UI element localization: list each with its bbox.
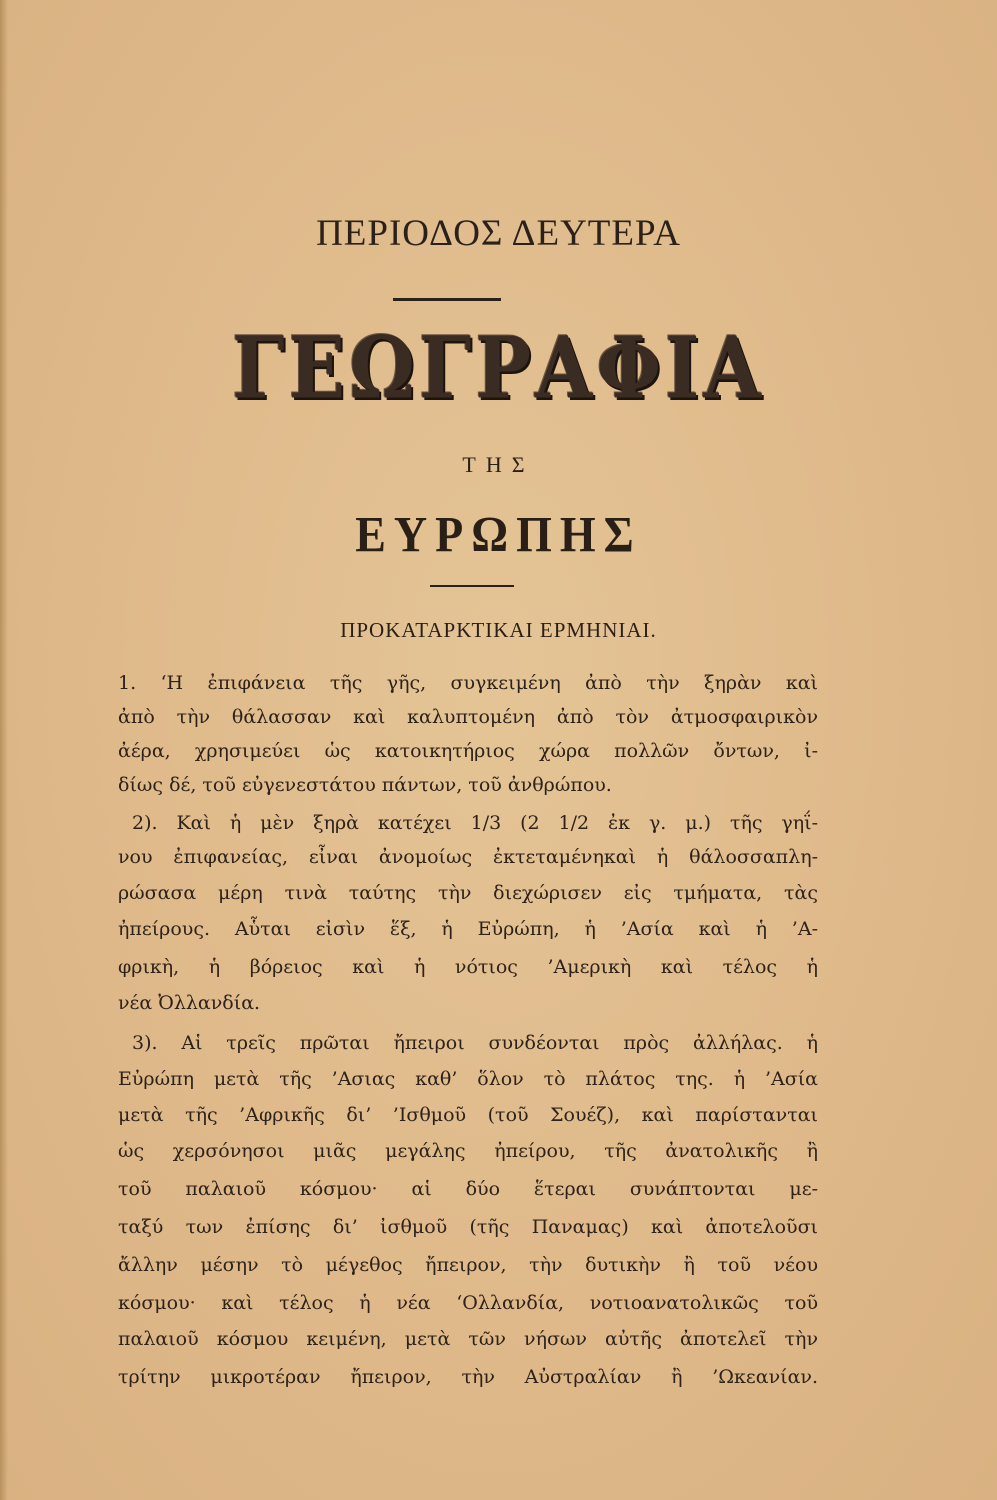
heading-divider bbox=[430, 585, 514, 587]
text-line: 2). Καὶ ἡ μὲν ξηρὰ κατέχει 1/3 (2 1/2 ἐκ γ. μ.) τῆς γηΐ- bbox=[132, 812, 818, 834]
text-line: 3). Αἱ τρεῖς πρῶται ἤπειροι συνδέονται πρὸς ἀλλήλας. ἡ bbox=[132, 1032, 818, 1054]
text-line: παλαιοῦ κόσμου κειμένη, μετὰ τῶν νήσων αὐτῆς ἀποτελεῖ τὴν bbox=[118, 1328, 818, 1350]
period-title: ΠΕΡΙΟΔΟΣ ΔΕΥΤΕΡΑ bbox=[316, 213, 681, 254]
text-line: νέα Ὀλλανδία. bbox=[118, 992, 261, 1014]
text-line: 1. ‘Η ἐπιφάνεια τῆς γῆς, συγκειμένη ἀπὸ τὴν ξηρὰν καὶ bbox=[118, 672, 818, 694]
text-line: δίως δέ, τοῦ εὐγενεστάτου πάντων, τοῦ ἀνθρώπου. bbox=[118, 774, 612, 796]
title-divider bbox=[393, 298, 501, 301]
text-line: τοῦ παλαιοῦ κόσμου· αἱ δύο ἕτεραι συνάπτονται με- bbox=[118, 1178, 818, 1200]
section-heading: ΠΡΟΚΑΤΑΡΚΤΙΚΑΙ ΕΡΜΗΝΙΑΙ. bbox=[340, 618, 657, 642]
text-line: Εὐρώπη μετὰ τῆς ’Ασιας καθ’ ὅλον τὸ πλάτος της. ἡ ’Ασία bbox=[118, 1068, 818, 1090]
text-line: νου ἐπιφανείας, εἶναι ἀνομοίως ἐκτεταμένηκαὶ ἡ θάλοσσαπλη- bbox=[118, 846, 818, 868]
text-line: ὡς χερσόνησοι μιᾶς μεγάλης ἠπείρου, τῆς ἀνατολικῆς ἢ bbox=[118, 1140, 818, 1162]
text-line: ἠπείρους. Αὗται εἰσὶν ἕξ, ἡ Εὐρώπη, ἡ ’Ασία καὶ ἡ ’Α- bbox=[118, 918, 818, 940]
region-title: ΕΥΡΩΠΗΣ bbox=[355, 506, 642, 563]
main-title: ΓΕΩΓΡΑΦΙΑ bbox=[232, 319, 765, 419]
text-line: ταξύ των ἐπίσης δι’ ἰσθμοῦ (τῆς Παναμας) καὶ ἀποτελοῦσι bbox=[118, 1216, 818, 1238]
text-line: ἄλλην μέσην τὸ μέγεθος ἤπειρον, τὴν δυτικὴν ἢ τοῦ νέου bbox=[118, 1254, 818, 1276]
text-line: τρίτην μικροτέραν ἤπειρον, τὴν Αὐστραλίαν ἢ ’Ωκεανίαν. bbox=[118, 1366, 818, 1388]
subtitle-article: ΤΗΣ bbox=[462, 452, 535, 477]
text-line: ἀπὸ τὴν θάλασσαν καὶ καλυπτομένη ἀπὸ τὸν ἀτμοσφαιρικὸν bbox=[118, 706, 818, 728]
text-line: ἀέρα, χρησιμεύει ὡς κατοικητήριος χώρα πολλῶν ὄντων, ἰ- bbox=[118, 740, 818, 762]
text-line: μετὰ τῆς ’Αφρικῆς δι’ ’Ισθμοῦ (τοῦ Σουέζ), καὶ παρίστανται bbox=[118, 1104, 818, 1126]
text-line: κόσμου· καὶ τέλος ἡ νέα ‘Ολλανδία, νοτιοανατολικῶς τοῦ bbox=[118, 1292, 818, 1314]
text-line: ρώσασα μέρη τινὰ ταύτης τὴν διεχώρισεν εἰς τμήματα, τὰς bbox=[118, 882, 818, 904]
text-line: φρικὴ, ἡ βόρειος καὶ ἡ νότιος ’Αμερικὴ καὶ τέλος ἡ bbox=[118, 956, 818, 978]
